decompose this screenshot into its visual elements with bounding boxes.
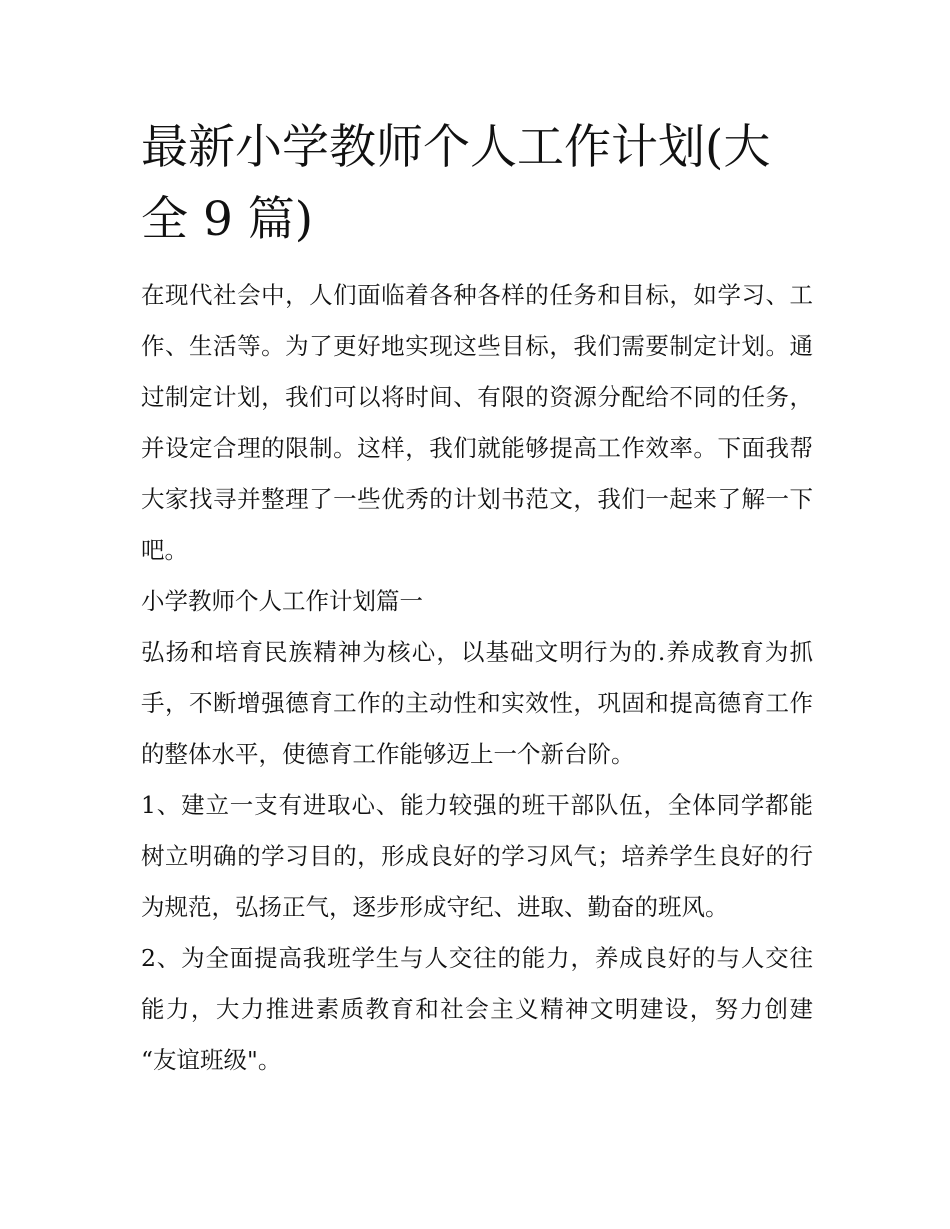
section-heading: 小学教师个人工作计划篇一	[141, 587, 423, 615]
intro-paragraph: 在现代社会中，人们面临着各种各样的任务和目标，如学习、工作、生活等。为了更好地实现这些目标，我们需要制定计划。通过制定计划，我们可以将时间、有限的资源分配给不同的任务，并设定合理的限制。这样，我们就能够提高工作效率。下面我帮大家找寻并整理了一些优秀的计划书范文，我们一起来了解一下吧。	[141, 281, 813, 564]
document-title: 最新小学教师个人工作计划(大全 9 篇)	[141, 120, 771, 247]
list-item-2: 2、为全面提高我班学生与人交往的能力，养成良好的与人交往能力，大力推进素质教育和社会主义精神文明建设，努力创建 “友谊班级"。	[141, 944, 813, 1074]
document-page	[141, 112, 813, 1086]
body-paragraph: 弘扬和培育民族精神为核心，以基础文明行为的.养成教育为抓手，不断增强德育工作的主动性和实效性，巩固和提高德育工作的整体水平，使德育工作能够迈上一个新台阶。	[141, 638, 813, 768]
list-item-1: 1、建立一支有进取心、能力较强的班干部队伍，全体同学都能树立明确的学习目的，形成良好的学习风气；培养学生良好的行为规范，弘扬正气，逐步形成守纪、进取、勤奋的班风。	[141, 791, 813, 921]
document-body	[141, 270, 813, 1086]
